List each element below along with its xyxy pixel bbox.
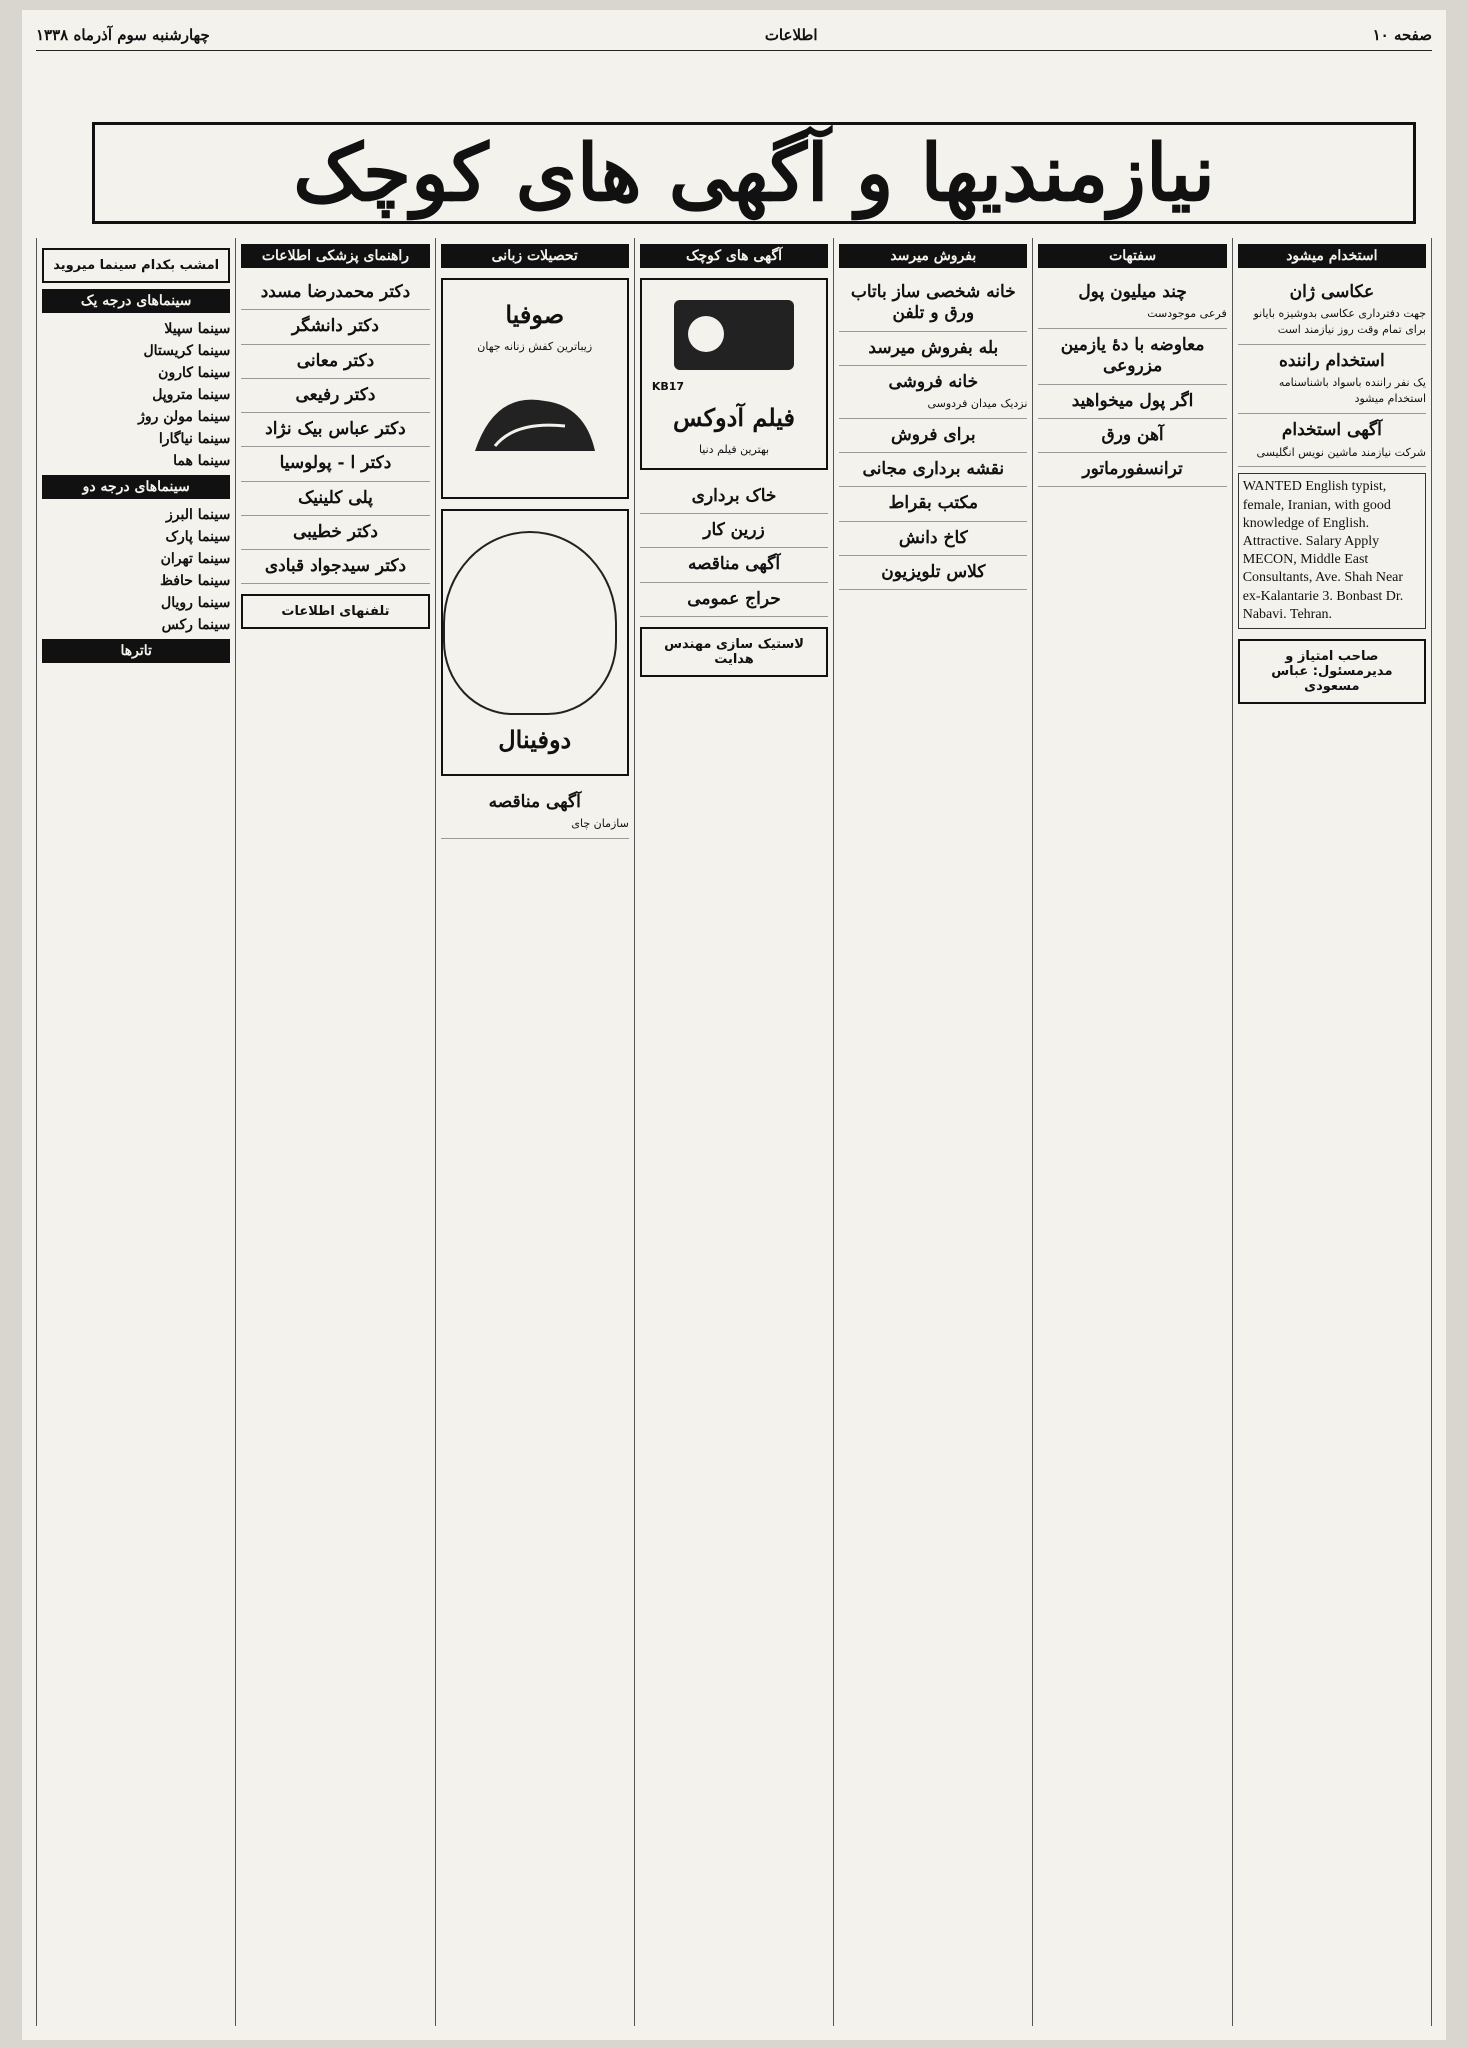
classified-ad (1038, 453, 1226, 487)
doctor-listing (241, 345, 429, 379)
newspaper-page (22, 10, 1446, 2040)
doctor-listing (241, 550, 429, 584)
classified-ad (1038, 385, 1226, 419)
banner-title: نیازمندیها و آگهی های کوچک (293, 127, 1215, 219)
classified-ad (1238, 414, 1426, 467)
ad-title: مکتب بقراط (888, 493, 978, 514)
column-small-ads (634, 238, 833, 2026)
doctor-listing (241, 482, 429, 516)
classified-ad (839, 453, 1027, 487)
page-number: صفحه ۱۰ (1372, 26, 1432, 44)
ad-title: فیلم آدوکس (673, 403, 795, 432)
column-medical (235, 238, 434, 2026)
classified-ad (839, 522, 1027, 556)
paper-name: اطلاعات (764, 26, 818, 44)
classified-ad (441, 786, 629, 839)
ad-title: دکتر ا - پولوسیا (279, 453, 392, 474)
ad-body: نزدیک میدان فردوسی (927, 397, 1028, 410)
cinema-name: سینما سپیلا (164, 321, 231, 337)
classified-ad (839, 556, 1027, 590)
classified-ad (839, 487, 1027, 521)
classified-ad (839, 276, 1027, 332)
ad-title: کلاس تلویزیون (881, 561, 986, 582)
product-code: KB17 (651, 380, 685, 393)
ad-body: شرکت نیازمند ماشین نویس انگلیسی (1256, 445, 1426, 459)
medicine-ad-box (441, 509, 629, 776)
classified-ad (839, 419, 1027, 453)
film-box-icon (674, 300, 794, 370)
ad-title: دکتر محمدرضا مسدد (260, 282, 411, 302)
cinema-name: سینما رویال (161, 595, 231, 611)
ad-title: خانه فروشی (888, 371, 979, 392)
classified-ad (1238, 345, 1426, 414)
phone-directory-heading: تلفنهای اطلاعات (241, 594, 429, 629)
classified-ad (640, 548, 828, 582)
ad-title: صوفیا (505, 300, 565, 329)
ad-title: چند میلیون پول (1078, 282, 1187, 302)
ad-body: فرعی موجودست (1147, 307, 1227, 321)
ad-body: جهت دفترداری عکاسی بدوشیزه بایانو برای تمام وقت روز نیازمند است (1253, 307, 1426, 337)
ad-title: ترانسفورماتور (1082, 459, 1183, 480)
ad-title: آهن ورق (1101, 424, 1164, 445)
column-heading: استخدام میشود (1238, 244, 1426, 268)
cinema-headline: امشب بکدام سینما میروید (42, 248, 230, 283)
ad-title: زرین کار (703, 520, 765, 541)
tire-ad-box: لاستیک سازی مهندس هدایت (640, 627, 828, 677)
face-illustration-icon (443, 531, 617, 715)
ad-title: دکتر عباس بیک نژاد (265, 419, 406, 439)
ad-title: دکتر خطیبی (292, 521, 378, 542)
ad-body: یک نفر راننده باسواد باشناسنامه استخدام میشود (1278, 376, 1426, 406)
classified-ad (640, 480, 828, 514)
cinema-name: سینما هما (173, 453, 231, 469)
ad-title: دکتر معانی (296, 350, 375, 371)
ad-title: معاوضه با دهٔ یازمین مزروعی (1060, 335, 1205, 377)
ad-title: دکتر رفیعی (295, 384, 376, 405)
column-language (435, 238, 634, 2026)
cinema-name: سینما کارون (158, 365, 231, 381)
ad-title: دکتر سیدجواد قبادی (264, 556, 407, 576)
ad-title: استخدام راننده (1278, 351, 1385, 372)
classified-ad (1038, 329, 1226, 385)
cinema-name: سینما رکس (161, 617, 231, 633)
column-cinemas (36, 238, 235, 2026)
cinema-name: سینما مولن روژ (138, 409, 231, 425)
column-for-sale (833, 238, 1032, 2026)
ad-title: عکاسی ژان (1289, 282, 1375, 302)
columns-container (36, 238, 1432, 2026)
ad-title: پلی کلینیک (298, 487, 373, 508)
classified-ad (1238, 276, 1426, 345)
doctor-listing (241, 379, 429, 413)
english-wanted-ad: WANTED English typist, female, Iranian, with good knowledge of English. Attractive. Salary Apply MECON, Middle East Consultants, Ave. Shah Near ex-Kalantarie 3. Bonbast Dr. Nabavi. Tehran. (1238, 473, 1426, 629)
ad-title: دکتر دانشگر (291, 316, 379, 337)
classified-ad (839, 332, 1027, 366)
ad-title: آگهی مناقصه (687, 554, 781, 575)
column-heading: آگهی های کوچک (640, 244, 828, 268)
ad-title: آگهی مناقصه (488, 791, 581, 812)
ad-title: حراج عمومی (687, 588, 781, 609)
column-heading: سفتهات (1038, 244, 1226, 268)
ad-title: بله بفروش میرسد (868, 337, 999, 358)
publisher-credit: صاحب امتیاز و مدیرمسئول: عباس مسعودی (1238, 639, 1426, 704)
doctor-listing (241, 413, 429, 447)
column-heading: بفروش میرسد (839, 244, 1027, 268)
cinema-name: سینما تهران (160, 551, 231, 567)
classified-ad (1038, 276, 1226, 329)
ad-title: آگهی استخدام (1281, 420, 1382, 441)
column-subheading: سینماهای درجه دو (42, 475, 230, 499)
issue-date: چهارشنبه سوم آذرماه ۱۳۳۸ (36, 26, 210, 44)
doctor-listing (241, 516, 429, 550)
ad-title: خاک برداری (691, 485, 777, 506)
ad-title: خانه شخصی ساز باتاب ورق و تلفن (850, 282, 1016, 324)
classified-ad (640, 583, 828, 617)
ad-title: برای فروش (891, 424, 976, 445)
cinema-name: سینما حافظ (159, 573, 231, 589)
cinema-name: سینما نیاگارا (158, 431, 231, 447)
cinema-name: سینما متروپل (152, 387, 231, 403)
ad-title: دوفینال (498, 724, 572, 754)
column-finance (1032, 238, 1231, 2026)
doctor-listing (241, 310, 429, 344)
cinema-name: سینما کریستال (143, 343, 231, 359)
column-heading: راهنمای پزشکی اطلاعات (241, 244, 429, 268)
column-heading: تحصیلات زبانی (441, 244, 629, 268)
classified-ad (640, 514, 828, 548)
theaters-heading: تاترها (42, 639, 230, 663)
shoe-icon (455, 361, 615, 481)
cinema-name: سینما پارک (165, 529, 231, 545)
classified-ad (1038, 419, 1226, 453)
ad-title: کاخ دانش (898, 527, 968, 548)
shoe-ad-box (441, 278, 629, 499)
ad-title: اگر پول میخواهید (1071, 390, 1194, 411)
doctor-listing (241, 447, 429, 481)
ad-body: زیباترین کفش زنانه جهان (477, 340, 593, 353)
doctor-listing (241, 276, 429, 310)
column-employment (1232, 238, 1432, 2026)
classified-ad (839, 366, 1027, 419)
page-header (36, 20, 1432, 51)
ad-title: نقشه برداری مجانی (862, 459, 1005, 480)
cinema-name: سینما البرز (166, 507, 231, 523)
ad-body: سازمان چای (571, 817, 629, 831)
ad-body: بهترین فیلم دنیا (698, 443, 770, 456)
classifieds-banner (92, 122, 1416, 224)
column-heading: سینماهای درجه یک (42, 289, 230, 313)
product-ad-box (640, 278, 828, 470)
